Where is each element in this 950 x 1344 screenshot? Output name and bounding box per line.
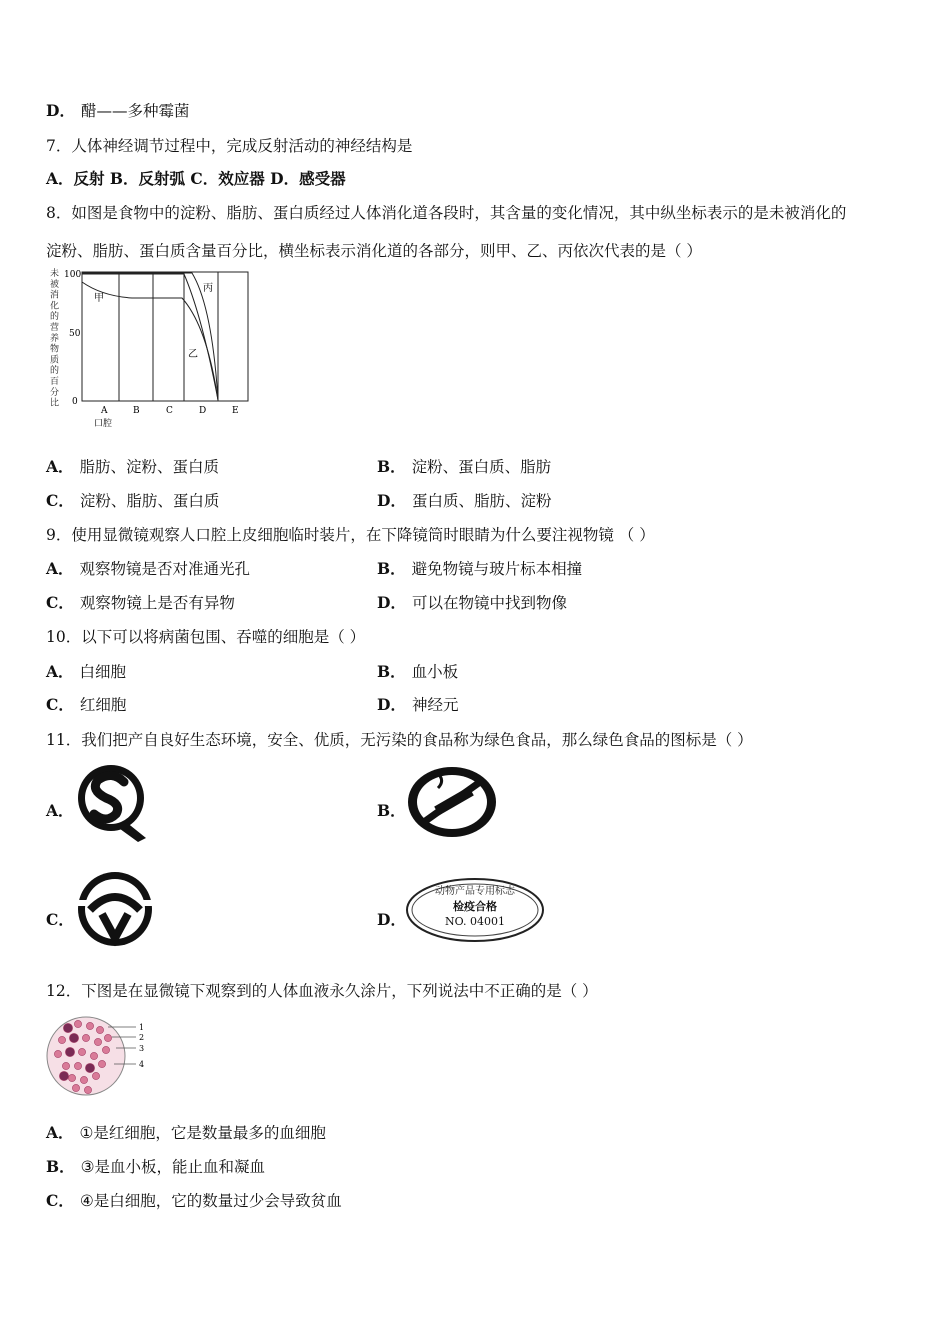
q11-option-a-label: A．	[46, 801, 74, 820]
option-text: 红细胞	[79, 696, 127, 714]
option-text: 淀粉、脂肪、蛋白质	[79, 492, 220, 510]
option-text: 蛋白质、脂肪、淀粉	[411, 492, 552, 510]
q8-option-d	[377, 490, 551, 512]
q8-option-a	[46, 456, 219, 478]
no-smoking-icon	[404, 764, 500, 840]
green-food-logo-icon	[76, 870, 154, 948]
q11-option-c-label: C．	[46, 910, 74, 929]
option-label: D．	[377, 491, 406, 510]
y-tick-50: 50	[69, 329, 81, 339]
q10-option-a	[46, 661, 126, 683]
label-jia: 甲	[94, 293, 104, 304]
x-tick-e: E	[232, 406, 239, 416]
red-blood-cell	[94, 1038, 101, 1045]
option-text: 观察物镜上是否有异物	[79, 594, 235, 612]
x-sub-label: 口腔	[94, 419, 113, 429]
option-text: 观察物镜是否对准通光孔	[79, 560, 251, 578]
blood-smear-figure	[46, 1014, 156, 1100]
q12-option-b	[46, 1156, 265, 1178]
option-label: B．	[377, 457, 406, 476]
question-9: 9．使用显微镜观察人口腔上皮细胞临时装片，在下降镜筒时眼睛为什么要注视物镜 （ ）	[46, 526, 655, 544]
q11-option-b-label: B．	[377, 801, 406, 820]
option-text: ④是白细胞，它的数量过少会导致贫血	[79, 1192, 342, 1210]
red-blood-cell	[84, 1086, 91, 1093]
question-7-options: A．反射 B．反射弧 C．效应器 D．感受器	[46, 169, 346, 188]
red-blood-cell	[98, 1060, 105, 1067]
question-10: 10．以下可以将病菌包围、吞噬的细胞是（ ）	[46, 628, 366, 646]
question-8-line1: 8．如图是食物中的淀粉、脂肪、蛋白质经过人体消化道各段时，其含量的变化情况，其中纵坐标表示的是未被消化的	[46, 204, 847, 222]
option-text: 神经元	[411, 696, 459, 714]
q12-option-c	[46, 1190, 342, 1212]
red-blood-cell	[62, 1062, 69, 1069]
white-blood-cell	[59, 1071, 68, 1080]
question-8-line2: 淀粉、脂肪、蛋白质含量百分比，横坐标表示消化道的各部分，则甲、乙、丙依次代表的是（ ）	[46, 242, 702, 260]
option-text: 白细胞	[79, 663, 127, 681]
option-text: 脂肪、淀粉、蛋白质	[79, 458, 220, 476]
q9-option-a	[46, 558, 250, 580]
red-blood-cell	[92, 1072, 99, 1079]
option-label: D．	[46, 101, 75, 120]
red-blood-cell	[86, 1022, 93, 1029]
option-text: 避免物镜与玻片标本相撞	[411, 560, 583, 578]
option-label: A．	[46, 662, 74, 681]
option-text: 可以在物镜中找到物像	[411, 594, 567, 612]
question-11: 11．我们把产自良好生态环境，安全、优质，无污染的食品称为绿色食品，那么绿色食品的图标是（ ）	[46, 731, 753, 749]
stamp-line2: 检疫合格	[453, 900, 497, 913]
option-label: B．	[377, 662, 406, 681]
red-blood-cell	[104, 1034, 111, 1041]
option-label: C．	[46, 491, 74, 510]
q10-option-b	[377, 661, 458, 683]
prev-option-d	[46, 100, 189, 122]
white-blood-cell	[65, 1047, 74, 1056]
option-text: 淀粉、蛋白质、脂肪	[411, 458, 552, 476]
red-blood-cell	[96, 1026, 103, 1033]
option-label: A．	[46, 1123, 74, 1142]
q10-option-d	[377, 694, 458, 716]
option-label: B．	[377, 559, 406, 578]
red-blood-cell	[90, 1052, 97, 1059]
white-blood-cell	[69, 1033, 78, 1042]
quarantine-stamp-icon	[404, 876, 546, 944]
option-label: C．	[46, 593, 74, 612]
stamp-line3: NO. 04001	[445, 915, 505, 928]
question-12: 12．下图是在显微镜下观察到的人体血液永久涂片，下列说法中不正确的是（ ）	[46, 982, 598, 1000]
option-text: 醋——多种霉菌	[80, 102, 190, 120]
q10-option-c	[46, 694, 126, 716]
option-label: C．	[46, 695, 74, 714]
red-blood-cell	[78, 1048, 85, 1055]
smear-label-3: 3	[139, 1044, 145, 1053]
x-tick-c: C	[166, 406, 173, 416]
label-yi: 乙	[188, 349, 198, 360]
option-text: ①是红细胞，它是数量最多的血细胞	[79, 1124, 326, 1142]
q8-option-b	[377, 456, 551, 478]
q12-option-a	[46, 1122, 326, 1144]
svg-text:未被消化的营养物质的百分比: 未被消化的营养物质的百分比	[50, 269, 60, 409]
stamp-line1: 动物产品专用标志	[435, 886, 515, 897]
x-tick-d: D	[199, 406, 207, 416]
smear-label-2: 2	[139, 1033, 145, 1042]
red-blood-cell	[72, 1084, 79, 1091]
red-blood-cell	[58, 1036, 65, 1043]
q11-option-d-label: D．	[377, 910, 406, 929]
option-label: D．	[377, 593, 406, 612]
option-text: 血小板	[411, 663, 459, 681]
option-label: D．	[377, 695, 406, 714]
question-7: 7．人体神经调节过程中，完成反射活动的神经结构是	[46, 137, 413, 155]
q9-option-d	[377, 592, 567, 614]
red-blood-cell	[68, 1074, 75, 1081]
q9-option-b	[377, 558, 582, 580]
red-blood-cell	[80, 1076, 87, 1083]
white-blood-cell	[63, 1023, 72, 1032]
label-bing: 丙	[203, 283, 213, 294]
option-label: C．	[46, 1191, 74, 1210]
red-blood-cell	[82, 1034, 89, 1041]
q8-option-c	[46, 490, 219, 512]
red-blood-cell	[74, 1062, 81, 1069]
smear-label-1: 1	[139, 1023, 145, 1032]
smear-label-4: 4	[139, 1060, 145, 1069]
red-blood-cell	[102, 1046, 109, 1053]
x-tick-a: A	[101, 406, 108, 416]
y-tick-0: 0	[72, 397, 78, 407]
option-label: B．	[46, 1157, 75, 1176]
qs-logo-icon	[76, 760, 150, 844]
option-label: A．	[46, 457, 74, 476]
y-tick-100: 100	[64, 270, 82, 280]
q9-option-c	[46, 592, 235, 614]
x-tick-b: B	[133, 406, 140, 416]
red-blood-cell	[74, 1020, 81, 1027]
white-blood-cell	[85, 1063, 94, 1072]
plot-frame	[82, 272, 248, 401]
y-axis-label	[50, 267, 59, 409]
option-label: A．	[46, 559, 74, 578]
red-blood-cell	[54, 1050, 61, 1057]
digestion-chart	[42, 266, 257, 432]
option-text: ③是血小板，能止血和凝血	[80, 1158, 266, 1176]
